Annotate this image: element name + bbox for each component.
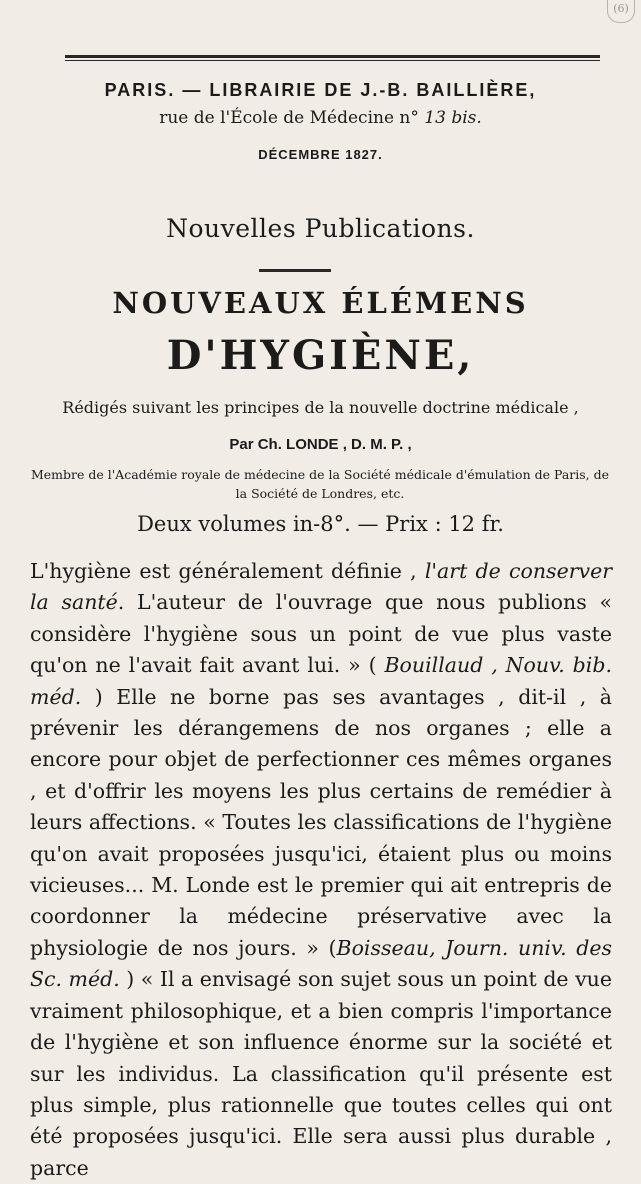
section-divider <box>259 269 331 272</box>
book-subtitle: Rédigés suivant les principes de la nouvelle doctrine médicale , <box>62 398 579 417</box>
top-double-rule <box>65 55 600 61</box>
section-title: Nouvelles Publications. <box>166 214 475 243</box>
citation-bouillaud: Bouillaud , Nouv. bib. méd. <box>30 653 612 709</box>
body-text-2: . L'auteur de l'ouvrage que nous publions « considère l'hygiène sous un point de vue plus vaste qu'on ne l'avait fait avant lui. » ( <box>30 590 612 678</box>
book-title-line1: NOUVEAUX ÉLÉMENS <box>112 286 529 320</box>
review-body <box>30 556 612 1184</box>
body-text-1: L'hygiène est généralement définie , <box>30 559 425 583</box>
book-title-line2: D'HYGIÈNE, <box>166 332 475 379</box>
address-prefix: rue de l'École de Médecine n° <box>159 108 425 128</box>
book-price: Deux volumes in-8°. — Prix : 12 fr. <box>137 512 504 536</box>
body-text-4: ) « Il a envisagé son sujet sous un point de vue vraiment philosophique, et a bien compris l'importance de l'hygiène et son influence énorme sur la société et sur les individus. La classification qu'il présente est plus simple, plus rationnelle que toutes celles qui ont été proposées jusqu'ici. Elle sera aussi plus durable , parce <box>30 967 613 1180</box>
address-number: 13 bis. <box>424 108 482 128</box>
page-corner-mark: (6) <box>607 0 635 23</box>
citation-boisseau: Boisseau, Journ. univ. des Sc. méd. <box>30 935 613 992</box>
body-text-3: ) Elle ne borne pas ses avantages , dit-il , à prévenir les dérangemens de nos organes ; elle a encore pour objet de perfectionner ces mêmes organes , et d'offrir les moyens les plus certains de remédier à leurs affections. « Toutes les classifications de l'hygiène qu'on avait proposées jusqu'ici, étaient plus ou moins vicieuses... M. Londe est le premier qui ait entrepris de coordonner la médecine préservative avec la physiologie de nos jours. » ( <box>30 684 612 960</box>
publication-date: DÉCEMBRE 1827. <box>258 147 383 162</box>
publisher-address <box>0 108 641 128</box>
body-italic-definition: l'art de conserver la santé <box>30 559 613 615</box>
publisher-line: PARIS. — LIBRAIRIE DE J.-B. BAILLIÈRE, <box>104 80 537 100</box>
author-credentials: Membre de l'Académie royale de médecine de la Société médicale d'émulation de Paris, de la Société de Londres, etc. <box>30 467 610 501</box>
book-author: Par Ch. LONDE , D. M. P. , <box>229 436 412 453</box>
